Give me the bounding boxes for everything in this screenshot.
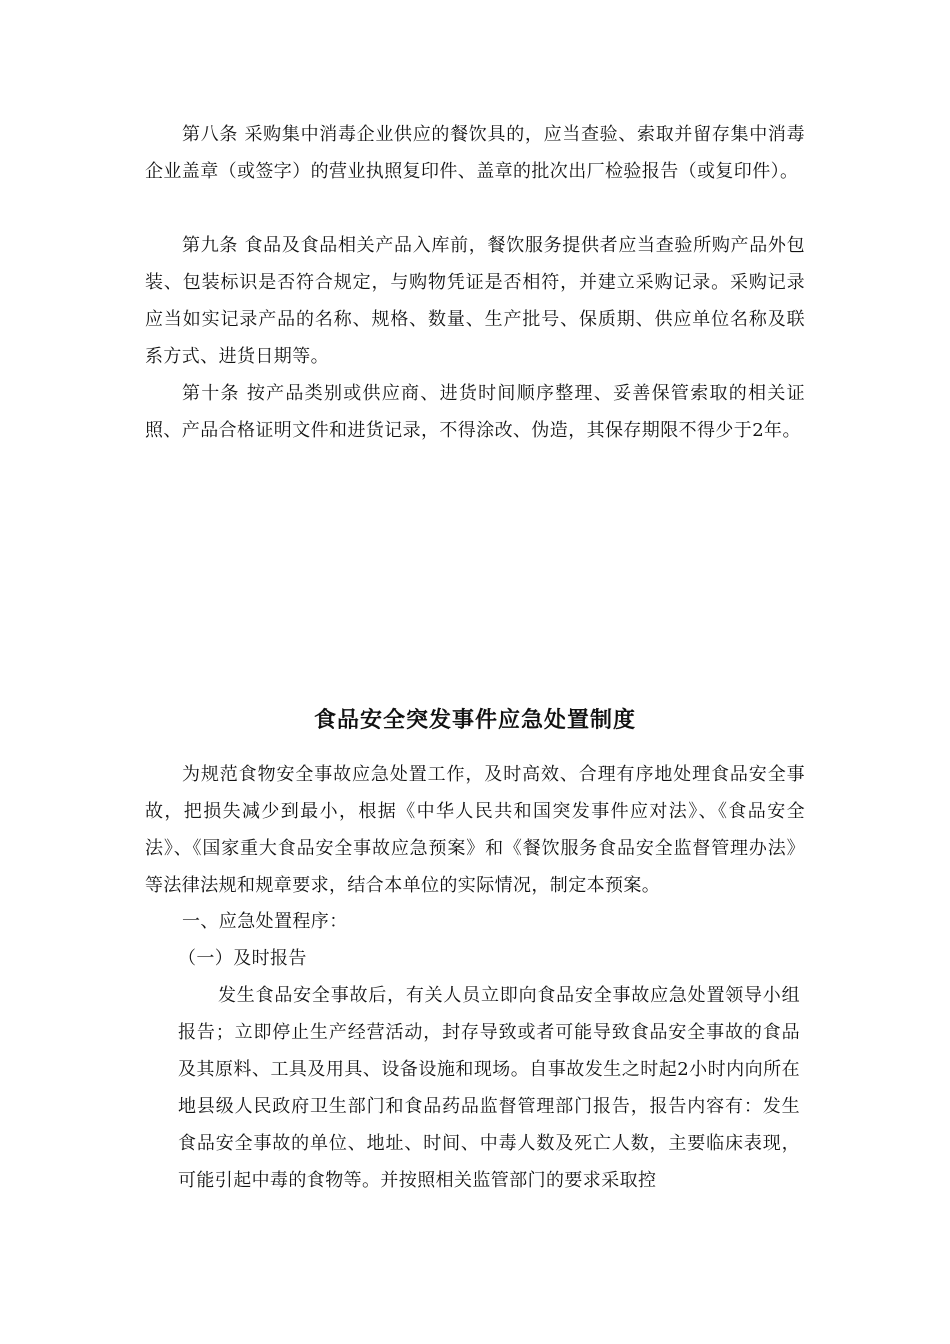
heading-emergency-procedure: 一、应急处置程序： xyxy=(182,911,348,932)
intro-paragraph: 为规范食物安全事故应急处置工作，及时高效、合理有序地处理食品安全事故，把损失减少到最小，根据《中华人民共和国突发事件应对法》、《食品安全法》、《国家重大食品安全事故应急预案》和《餐饮服务食品安全监督管理办法》等法律法规和规章要求，结合本单位的实际情况，制定本预案。 xyxy=(145,764,805,896)
heading-1-block xyxy=(182,903,842,940)
article-8-block xyxy=(145,116,805,190)
article-8-paragraph: 第八条 采购集中消毒企业供应的餐饮具的，应当查验、索取并留存集中消毒企业盖章（或签字）的营业执照复印件、盖章的批次出厂检验报告（或复印件）。 xyxy=(145,124,805,182)
intro-block xyxy=(145,756,805,904)
report-paragraph: 发生食品安全事故后，有关人员立即向食品安全事故应急处置领导小组报告；立即停止生产经营活动，封存导致或者可能导致食品安全事故的食品及其原料、工具及用具、设备设施和现场。自事故发生之时起2小时内向所在地县级人民政府卫生部门和食品药品监督管理部门报告，报告内容有：发生食品安全事故的单位、地址、时间、中毒人数及死亡人数，主要临床表现，可能引起中毒的食物等。并按照相关监管部门的要求采取控 xyxy=(178,985,800,1191)
article-9-paragraph: 第九条 食品及食品相关产品入库前，餐饮服务提供者应当查验所购产品外包装、包装标识是否符合规定，与购物凭证是否相符，并建立采购记录。采购记录应当如实记录产品的名称、规格、数量、生产批号、保质期、供应单位名称及联系方式、进货日期等。 xyxy=(145,235,805,367)
article-9-block xyxy=(145,227,805,375)
article-10-paragraph: 第十条 按产品类别或供应商、进货时间顺序整理、妥善保管索取的相关证照、产品合格证明文件和进货记录，不得涂改、伪造，其保存期限不得少于2年。 xyxy=(145,383,805,441)
heading-1-1-block xyxy=(178,940,838,977)
section-title: 食品安全突发事件应急处置制度 xyxy=(313,708,636,733)
article-10-block xyxy=(145,375,805,449)
heading-timely-report: （一）及时报告 xyxy=(178,948,307,969)
